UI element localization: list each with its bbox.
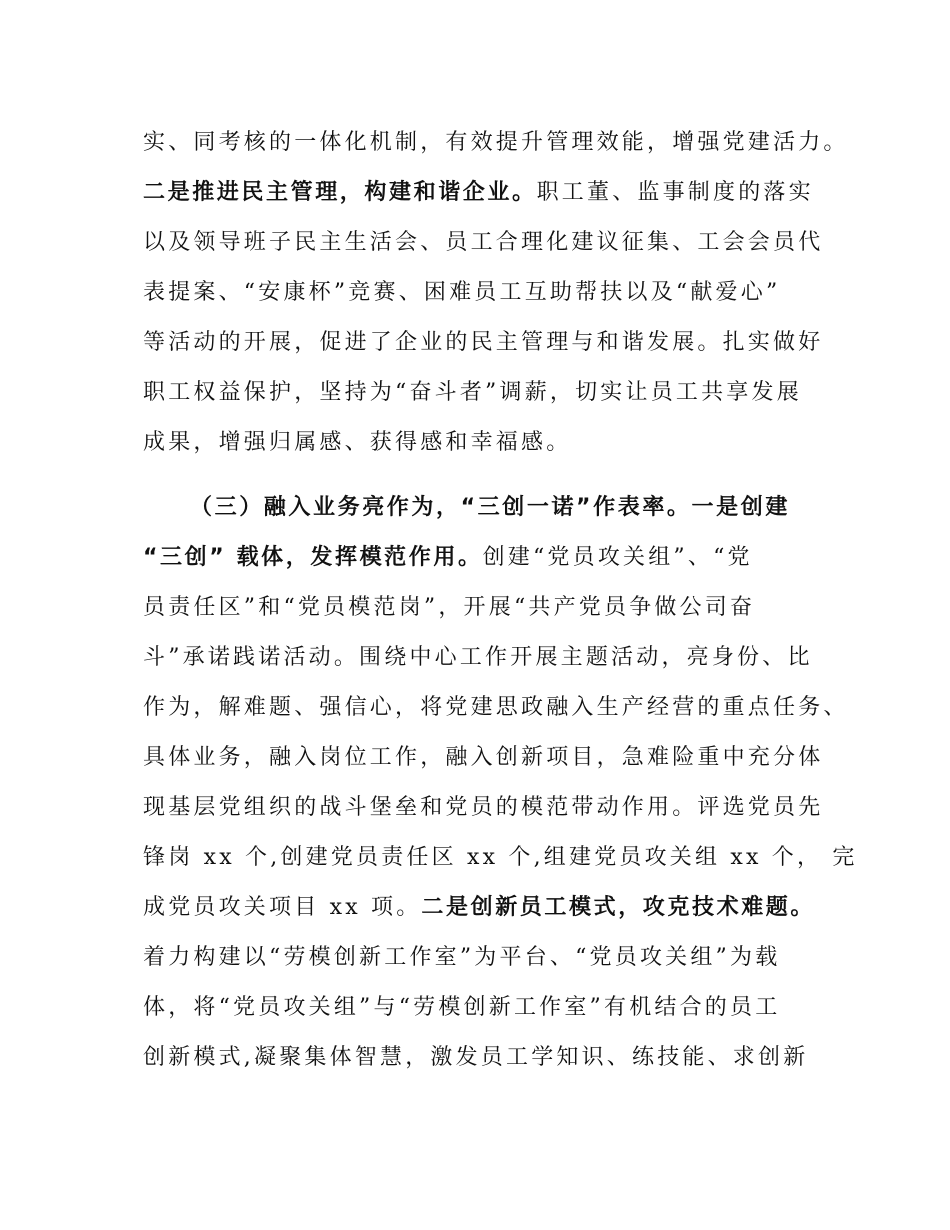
section-heading: （三）融入业务亮作为，“三创一诺”作表率。一是创建 — [190, 495, 790, 520]
text-run: 成党员攻关项目 xx 项。 — [143, 895, 422, 920]
text-line — [143, 278, 780, 308]
text-run: 员责任区”和“党员模范岗”，开展“共产党员争做公司奋 — [143, 595, 756, 620]
text-run: 锋岗 xx 个,创建党员责任区 xx 个,组建党员攻关组 xx 个， 完 — [143, 845, 858, 870]
text-line — [143, 643, 813, 673]
text-run: 表提案、“安康杯”竞赛、困难员工互助帮扶以及“献爱心” — [143, 280, 781, 305]
text-line — [143, 693, 849, 723]
text-run: 现基层党组织的战斗堡垒和党员的模范带动作用。评选党员先 — [143, 795, 824, 820]
text-line — [143, 793, 823, 823]
text-line — [143, 993, 780, 1023]
text-run: 斗”承诺践诺活动。围绕中心工作开展主题活动，亮身份、比 — [143, 645, 813, 670]
text-line — [143, 843, 858, 873]
section-heading-line — [190, 493, 790, 523]
text-line — [143, 943, 780, 973]
text-run: 创新模式,凝聚集体智慧，激发员工学知识、练技能、求创新 — [143, 1045, 809, 1070]
text-run: 作为，解难题、强信心，将党建思政融入生产经营的重点任务、 — [143, 695, 849, 720]
text-line — [143, 593, 755, 623]
text-line — [143, 228, 823, 258]
text-run: 成果，增强归属感、获得感和幸福感。 — [143, 430, 572, 455]
text-run: 职工董、监事制度的落实 — [536, 180, 814, 205]
text-line — [143, 428, 571, 458]
text-line — [143, 328, 823, 358]
text-run: 职工权益保护，坚持为“奋斗者”调薪，切实让员工共享发展 — [143, 380, 802, 405]
text-line — [143, 178, 814, 208]
text-line — [143, 128, 849, 158]
text-run: 着力构建以“劳模创新工作室”为平台、“党员攻关组”为载 — [143, 945, 781, 970]
text-run: 体，将“党员攻关组”与“劳模创新工作室”有机结合的员工 — [143, 995, 781, 1020]
text-run: 以及领导班子民主生活会、员工合理化建议征集、工会会员代 — [143, 230, 824, 255]
text-line — [143, 743, 823, 773]
text-line — [143, 378, 802, 408]
text-line — [143, 543, 753, 573]
text-line — [143, 893, 815, 923]
text-run: 等活动的开展，促进了企业的民主管理与和谐发展。扎实做好 — [143, 330, 824, 355]
text-line — [143, 1043, 808, 1073]
heading-run: 二是推进民主管理，构建和谐企业。 — [143, 180, 537, 205]
text-run: 创建“党员攻关组”、“党 — [482, 545, 753, 570]
heading-run: “三创” 载体，发挥模范作用。 — [143, 545, 483, 570]
heading-run: 二是创新员工模式，攻克技术难题。 — [421, 895, 816, 920]
text-run: 具体业务，融入岗位工作，融入创新项目，急难险重中充分体 — [143, 745, 824, 770]
text-run: 实、同考核的一体化机制，有效提升管理效能，增强党建活力。 — [143, 130, 849, 155]
